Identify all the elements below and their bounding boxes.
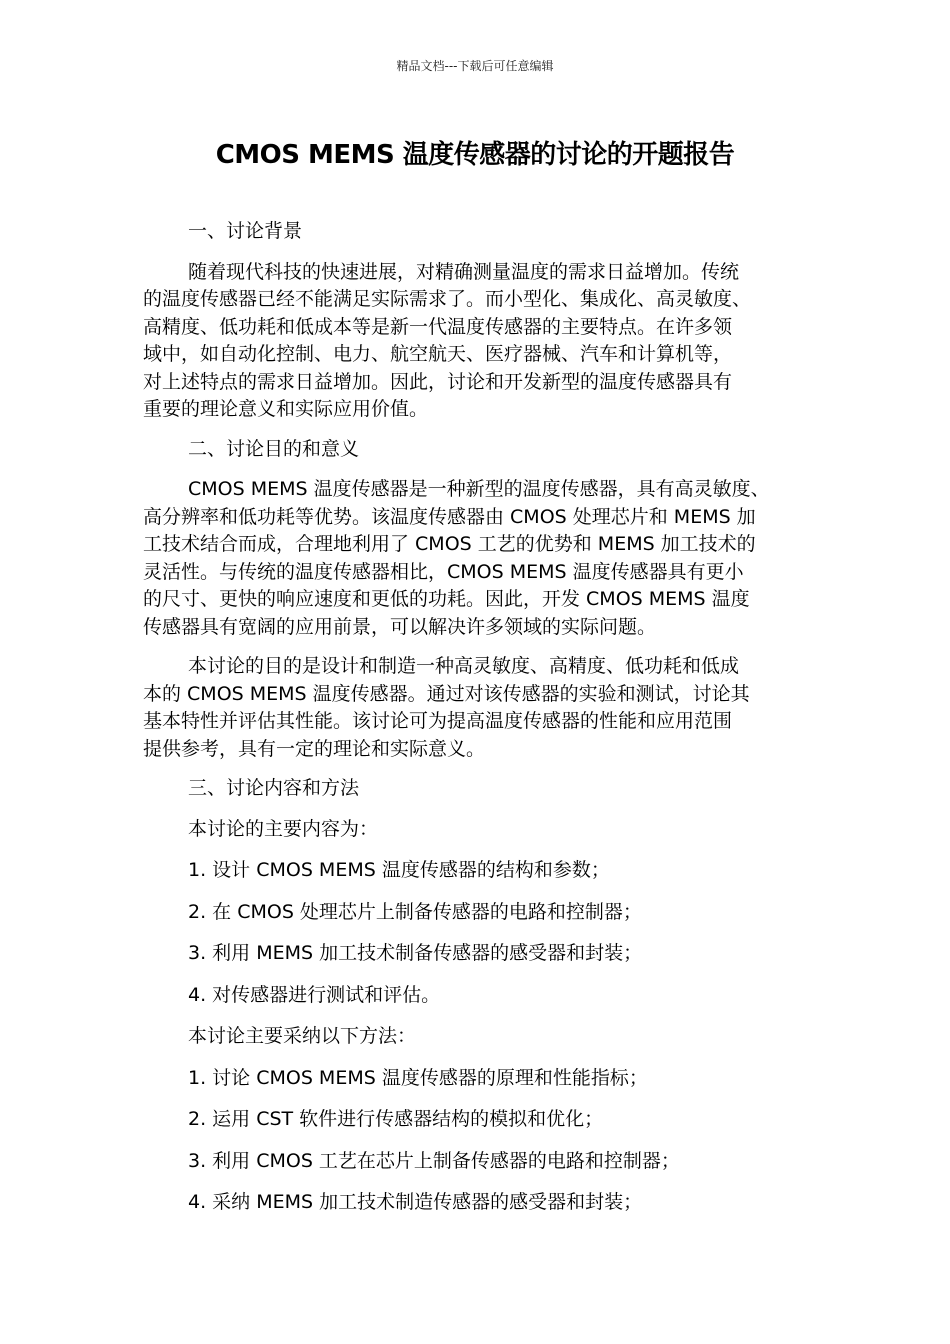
paragraph-purpose-2: 本讨论的目的是设计和制造一种高灵敏度、高精度、低功耗和低成 本的 CMOS MEMS 温度传感器。通过对该传感器的实验和测试，讨论其 基本特性并评估其性能。该讨论可为提高温度传感器的性能和应用范围 提供参考，具有一定的理论和实际意义。	[143, 655, 750, 760]
header-note: 精品文档---下载后可任意编辑	[396, 59, 554, 73]
method-item: 1. 讨论 CMOS MEMS 温度传感器的原理和性能指标；	[188, 1066, 648, 1089]
content-item: 2. 在 CMOS 处理芯片上制备传感器的电路和控制器；	[188, 900, 642, 923]
paragraph-background: 随着现代科技的快速进展，对精确测量温度的需求日益增加。传统 的温度传感器已经不能满足实际需求了。而小型化、集成化、高灵敏度、 高精度、低功耗和低成本等是新一代温度传感器的主要特点。在许多领 域中，如自动化控制、电力、航空航天、医疗器械、汽车和计算机等， 对上述特点的需求日益增加。因此，讨论和开发新型的温度传感器具有 重要的理论意义和实际应用价值。	[143, 260, 752, 420]
paragraph-purpose-1: CMOS MEMS 温度传感器是一种新型的温度传感器，具有高灵敏度、 高分辨率和低功耗等优势。该温度传感器由 CMOS 处理芯片和 MEMS 加 工技术结合而成，合理地利用了 CMOS 工艺的优势和 MEMS 加工技术的 灵活性。与传统的温度传感器相比，CMOS MEMS 温度传感器具有更小 的尺寸、更快的响应速度和更低的功耗。因此，开发 CMOS MEMS 温度 传感器具有宽阔的应用前景，可以解决许多领域的实际问题。	[143, 478, 770, 638]
method-item: 4. 采纳 MEMS 加工技术制造传感器的感受器和封装；	[188, 1191, 643, 1213]
content-item: 3. 利用 MEMS 加工技术制备传感器的感受器和封装；	[188, 942, 643, 964]
method-item: 2. 运用 CST 软件进行传感器结构的模拟和优化；	[188, 1108, 604, 1130]
document-body	[143, 218, 815, 1231]
section-heading-content-method: 三、讨论内容和方法	[188, 777, 360, 799]
content-item: 1. 设计 CMOS MEMS 温度传感器的结构和参数；	[188, 859, 610, 881]
content-intro: 本讨论的主要内容为：	[188, 817, 379, 840]
method-intro: 本讨论主要采纳以下方法：	[188, 1025, 417, 1047]
content-item: 4. 对传感器进行测试和评估。	[188, 983, 441, 1006]
section-heading-background: 一、讨论背景	[188, 220, 303, 242]
method-item: 3. 利用 CMOS 工艺在芯片上制备传感器的电路和控制器；	[188, 1149, 680, 1172]
section-heading-purpose: 二、讨论目的和意义	[188, 437, 360, 460]
document-title: CMOS MEMS 温度传感器的讨论的开题报告	[215, 140, 735, 170]
